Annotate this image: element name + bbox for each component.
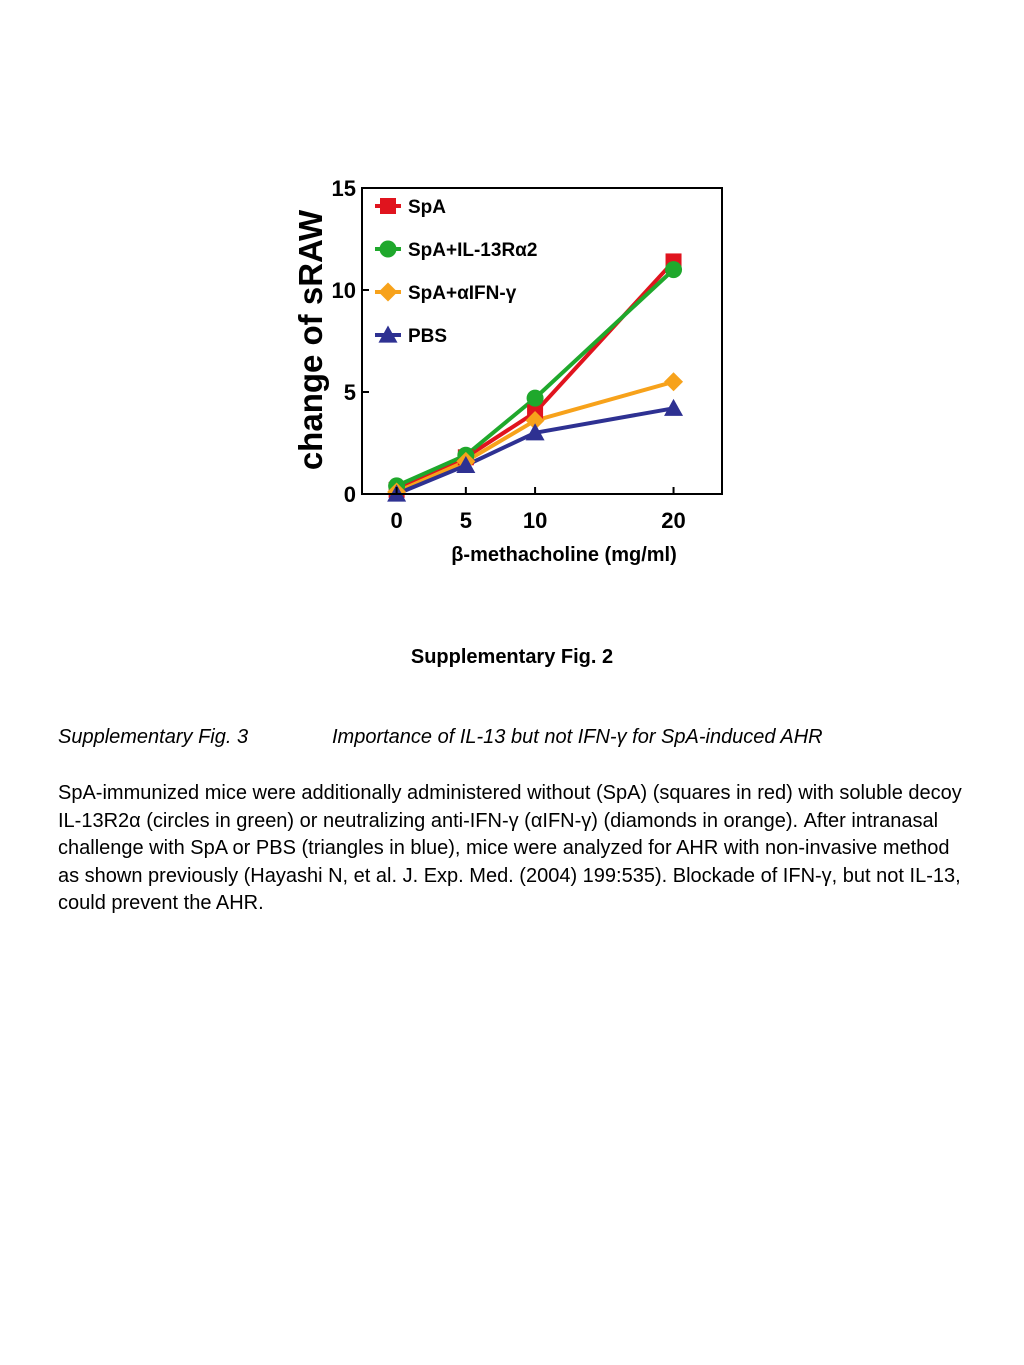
x-axis-label: β-methacholine (mg/ml) bbox=[451, 544, 677, 566]
legend-marker bbox=[379, 283, 398, 302]
y-tick-label: 5 bbox=[343, 380, 356, 405]
y-tick-label: 0 bbox=[343, 482, 356, 507]
legend bbox=[375, 197, 537, 347]
legend-marker bbox=[380, 241, 397, 258]
y-axis-label: change of sRAW bbox=[292, 209, 329, 471]
legend-title: Importance of IL-13 but not IFN-γ for SpA-induced AHR bbox=[332, 726, 823, 748]
figure-caption: Supplementary Fig. 2 bbox=[410, 646, 614, 668]
data-point bbox=[665, 261, 682, 278]
legend-figure-number: Supplementary Fig. 3 bbox=[58, 726, 249, 748]
data-point bbox=[664, 399, 683, 416]
legend-body: SpA-immunized mice were additionally administered without (SpA) (squares in red) with soluble decoy IL-13R2α (circles in green) or neutralizing anti-IFN-γ (αIFN-γ) (diamonds in orange). After intranasal challenge with SpA or PBS (triangles in blue), mice were analyzed for AHR with non-invasive method as shown previously (Hayashi N, et al. J. Exp. Med. (2004) 199:535). Blockade of IFN-γ, but not IL-13, could prevent the AHR. bbox=[58, 782, 962, 914]
x-tick-label: 10 bbox=[522, 508, 548, 533]
x-tick-label: 5 bbox=[459, 508, 472, 533]
legend-label: PBS bbox=[408, 326, 448, 347]
legend-label: SpA+αIFN-γ bbox=[408, 283, 517, 304]
legend-label: SpA bbox=[408, 197, 446, 218]
data-point bbox=[664, 372, 683, 391]
data-point bbox=[527, 390, 544, 407]
y-tick-label: 15 bbox=[331, 176, 356, 201]
x-tick-label: 20 bbox=[661, 508, 686, 533]
x-tick-label: 0 bbox=[390, 508, 403, 533]
legend-label: SpA+IL-13Rα2 bbox=[408, 240, 538, 261]
axes bbox=[292, 176, 722, 566]
y-tick-label: 10 bbox=[331, 278, 356, 303]
legend-marker bbox=[380, 198, 396, 214]
line-chart bbox=[0, 0, 1024, 620]
